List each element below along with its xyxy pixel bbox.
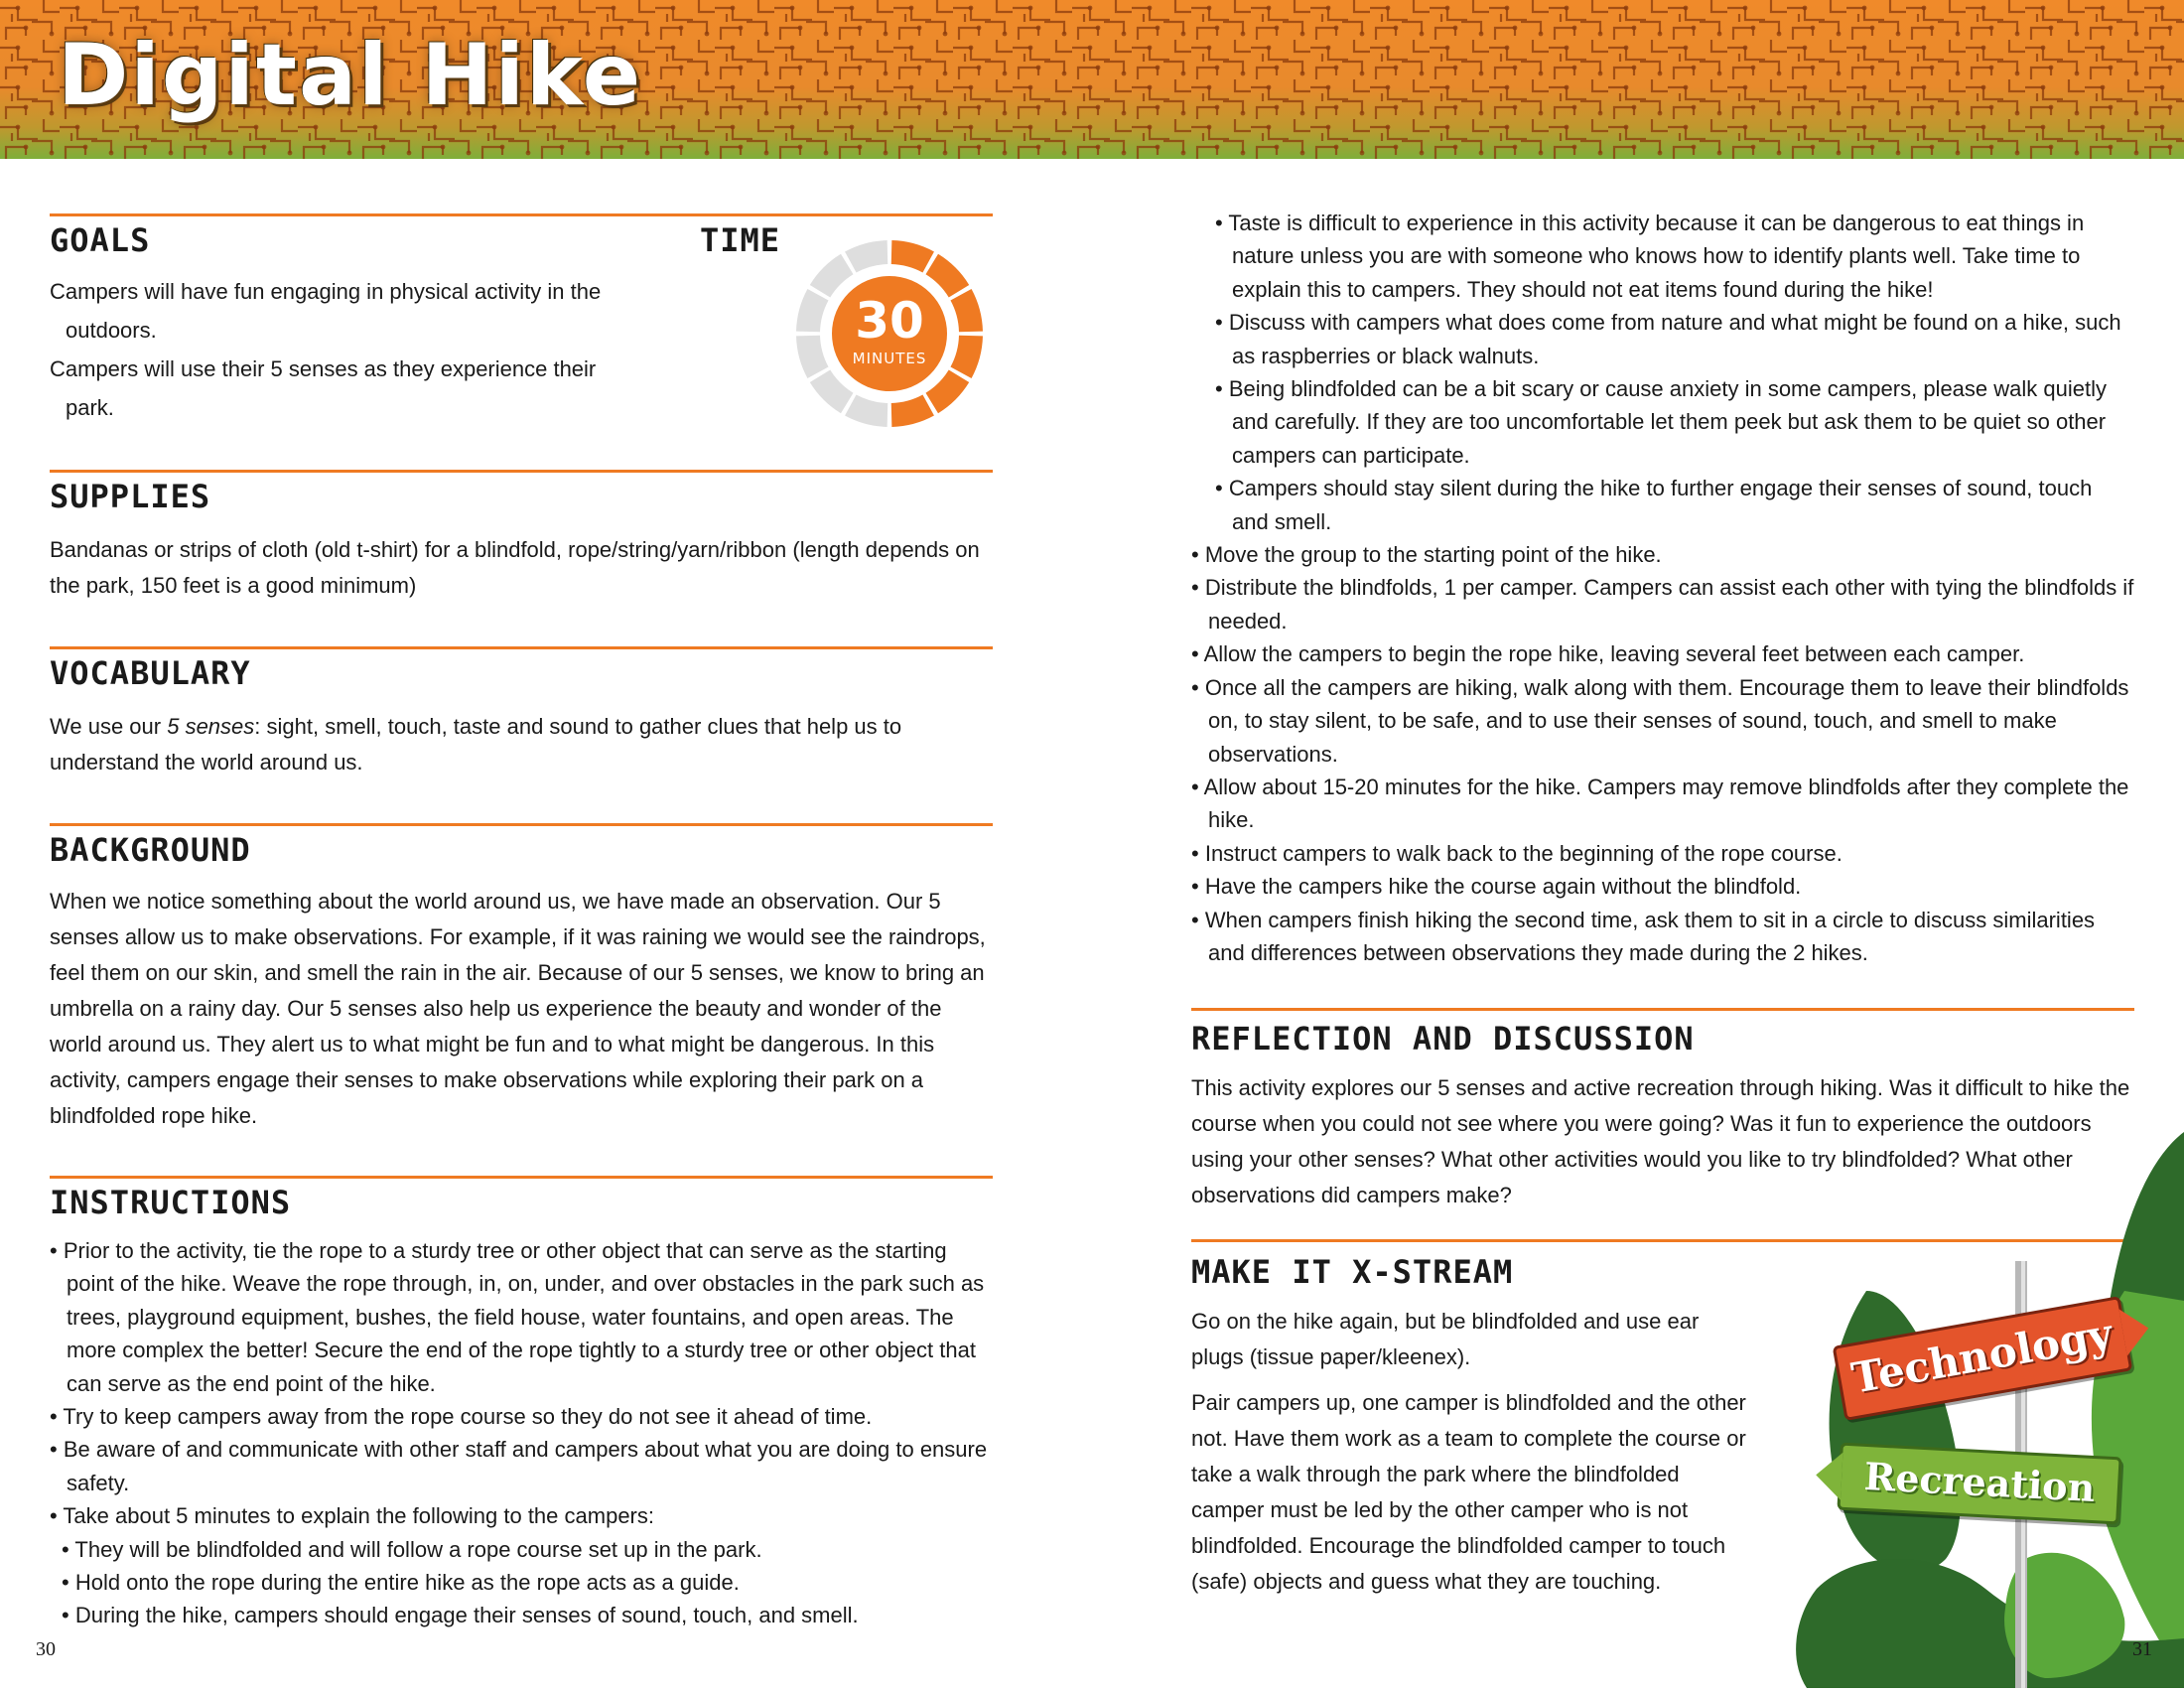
page-title: Digital Hike [58,26,643,125]
reflection-text: This activity explores our 5 senses and active recreation through hiking. Was it difficult to hike the course when you could not see where you were going? Was it fun to experience the outdoors using your other senses? What other activities would you like to try blindfolded? What other observations did campers make? [1191,1075,2130,1207]
supplies-section [50,470,993,646]
goals-item: Campers will use their 5 senses as they experience their park. [50,356,597,420]
instructions-list [50,1234,993,1632]
recreation-sign-label: Recreation [1862,1453,2097,1511]
timer-segment [891,394,934,426]
reflection-heading: REFLECTION AND DISCUSSION [1191,1020,1695,1058]
instruction-item: • Instruct campers to walk back to the beginning of the rope course. [1191,837,2134,870]
timer-segment [845,394,887,426]
xstream-paragraph: Go on the hike again, but be blindfolded and use ear plugs (tissue paper/kleenex). [1191,1309,1700,1369]
instruction-sub-item: • They will be blindfolded and will follow a rope course set up in the park. [50,1533,993,1566]
instruction-item: • Move the group to the starting point of the hike. [1191,538,2134,571]
instruction-sub-item: • Discuss with campers what does come from nature and what might be found on a hike, such as raspberries or black walnuts. [1203,306,2134,372]
timer-segment [926,370,970,414]
vocabulary-rest: : sight, smell, touch, taste and sound to gather clues that help us to understand the world around us. [50,714,902,775]
instruction-sub-item: • Campers should stay silent during the hike to further engage their senses of sound, touch and smell. [1203,472,2134,538]
xstream-paragraph: Pair campers up, one camper is blindfolded and the other not. Have them work as a team to complete the course or take a walk through the park where the blindfolded camper must be led by the other camper who is not blindfolded. Encourage the blindfolded camper to touch (safe) objects and guess what they are touching. [1191,1390,1746,1594]
vocabulary-term: 5 senses [167,714,255,739]
instructions-continued-sub-list [1191,207,2134,538]
instructions-heading: INSTRUCTIONS [50,1184,292,1221]
timer-segment [810,370,854,414]
time-unit: MINUTES [852,350,927,367]
background-text: When we notice something about the world around us, we have made an observation. Our 5 senses allow us to make observations. For example, if it was raining we would see the raindrops, feel them on our skin, and smell the rain in the air. Because of our 5 senses, we know to bring an umbrella on a rainy day. Our 5 senses also help us experience the beauty and wonder of the world around us. They alert us to what might be fun and to what might be dangerous. In this activity, campers engage their senses to make observations while exploring their park on a blindfolded rope hike. [50,889,986,1128]
instruction-item: • Prior to the activity, tie the rope to a sturdy tree or other object that can serve as the starting point of the hike. Weave the rope through, in, on, under, and over obstacles in the park such as trees, playground equipment, bushes, the field house, water fountains, and open areas. The more complex the better! Secure the end of the rope tightly to a sturdy tree or other object that can serve as the end point of the hike. [50,1234,993,1400]
vocabulary-text [50,709,993,780]
time-value: 30 [855,292,924,350]
instruction-sub-item: • During the hike, campers should engage their senses of sound, touch, and smell. [50,1599,993,1631]
supplies-text: Bandanas or strips of cloth (old t-shirt) for a blindfold, rope/string/yarn/ribbon (length depends on the park, 150 feet is a good minimum) [50,537,980,598]
instruction-item: • Have the campers hike the course again without the blindfold. [1191,870,2134,903]
instruction-item: • Try to keep campers away from the rope course so they do not see it ahead of time. [50,1400,993,1433]
instructions-section [50,1176,993,1632]
signpost-illustration [1787,1122,2184,1688]
xstream-heading: MAKE IT X-STREAM [1191,1253,1514,1291]
timer-segment [845,240,887,272]
right-column [1191,207,2134,969]
instructions-continued-list [1191,538,2134,969]
instruction-sub-item: • Hold onto the rope during the entire hike as the rope acts as a guide. [50,1566,993,1599]
instruction-item: • When campers finish hiking the second time, ask them to sit in a circle to discuss similarities and differences between observations they made during the 2 hikes. [1191,904,2134,970]
vocabulary-lead: We use our [50,714,168,739]
instruction-sub-item: • Taste is difficult to experience in this activity because it can be dangerous to eat things in nature unless you are with someone who knows how to identify plants well. Take time to explain this to campers. They should not eat items found during the hike! [1203,207,2134,306]
vocabulary-heading: VOCABULARY [50,654,251,692]
instruction-item: • Be aware of and communicate with other staff and campers about what you are doing to ensure safety. [50,1433,993,1499]
technology-sign-label: Technology [1847,1309,2116,1403]
goals-item: Campers will have fun engaging in physical activity in the outdoors. [50,279,602,343]
instruction-item: • Once all the campers are hiking, walk along with them. Encourage them to leave their blindfolds on, to stay silent, to be safe, and to use their senses of sound, touch, and smell to make observations. [1191,671,2134,771]
instruction-sub-item: • Being blindfolded can be a bit scary or cause anxiety in some campers, please walk quietly and carefully. If they are too uncomfortable let them peek but ask them to be quiet so other campers can participate. [1203,372,2134,472]
time-timer [794,238,985,429]
background-section [50,823,993,1176]
time-heading: TIME [700,221,781,259]
instruction-item: • Distribute the blindfolds, 1 per camper. Campers can assist each other with tying the blindfolds if needed. [1191,571,2134,637]
timer-segment [810,254,854,298]
timer-segment [926,254,970,298]
supplies-heading: SUPPLIES [50,478,211,515]
instruction-item: • Take about 5 minutes to explain the following to the campers: [50,1499,993,1532]
instruction-item: • Allow about 15-20 minutes for the hike. Campers may remove blindfolds after they complete the hike. [1191,771,2134,837]
goals-heading: GOALS [50,221,151,259]
background-heading: BACKGROUND [50,831,251,869]
page-number-left: 30 [36,1638,56,1660]
page-number-right: 31 [2132,1638,2152,1660]
timer-segment [891,240,934,272]
instruction-item: • Allow the campers to begin the rope hike, leaving several feet between each camper. [1191,637,2134,670]
vocabulary-section [50,646,993,823]
